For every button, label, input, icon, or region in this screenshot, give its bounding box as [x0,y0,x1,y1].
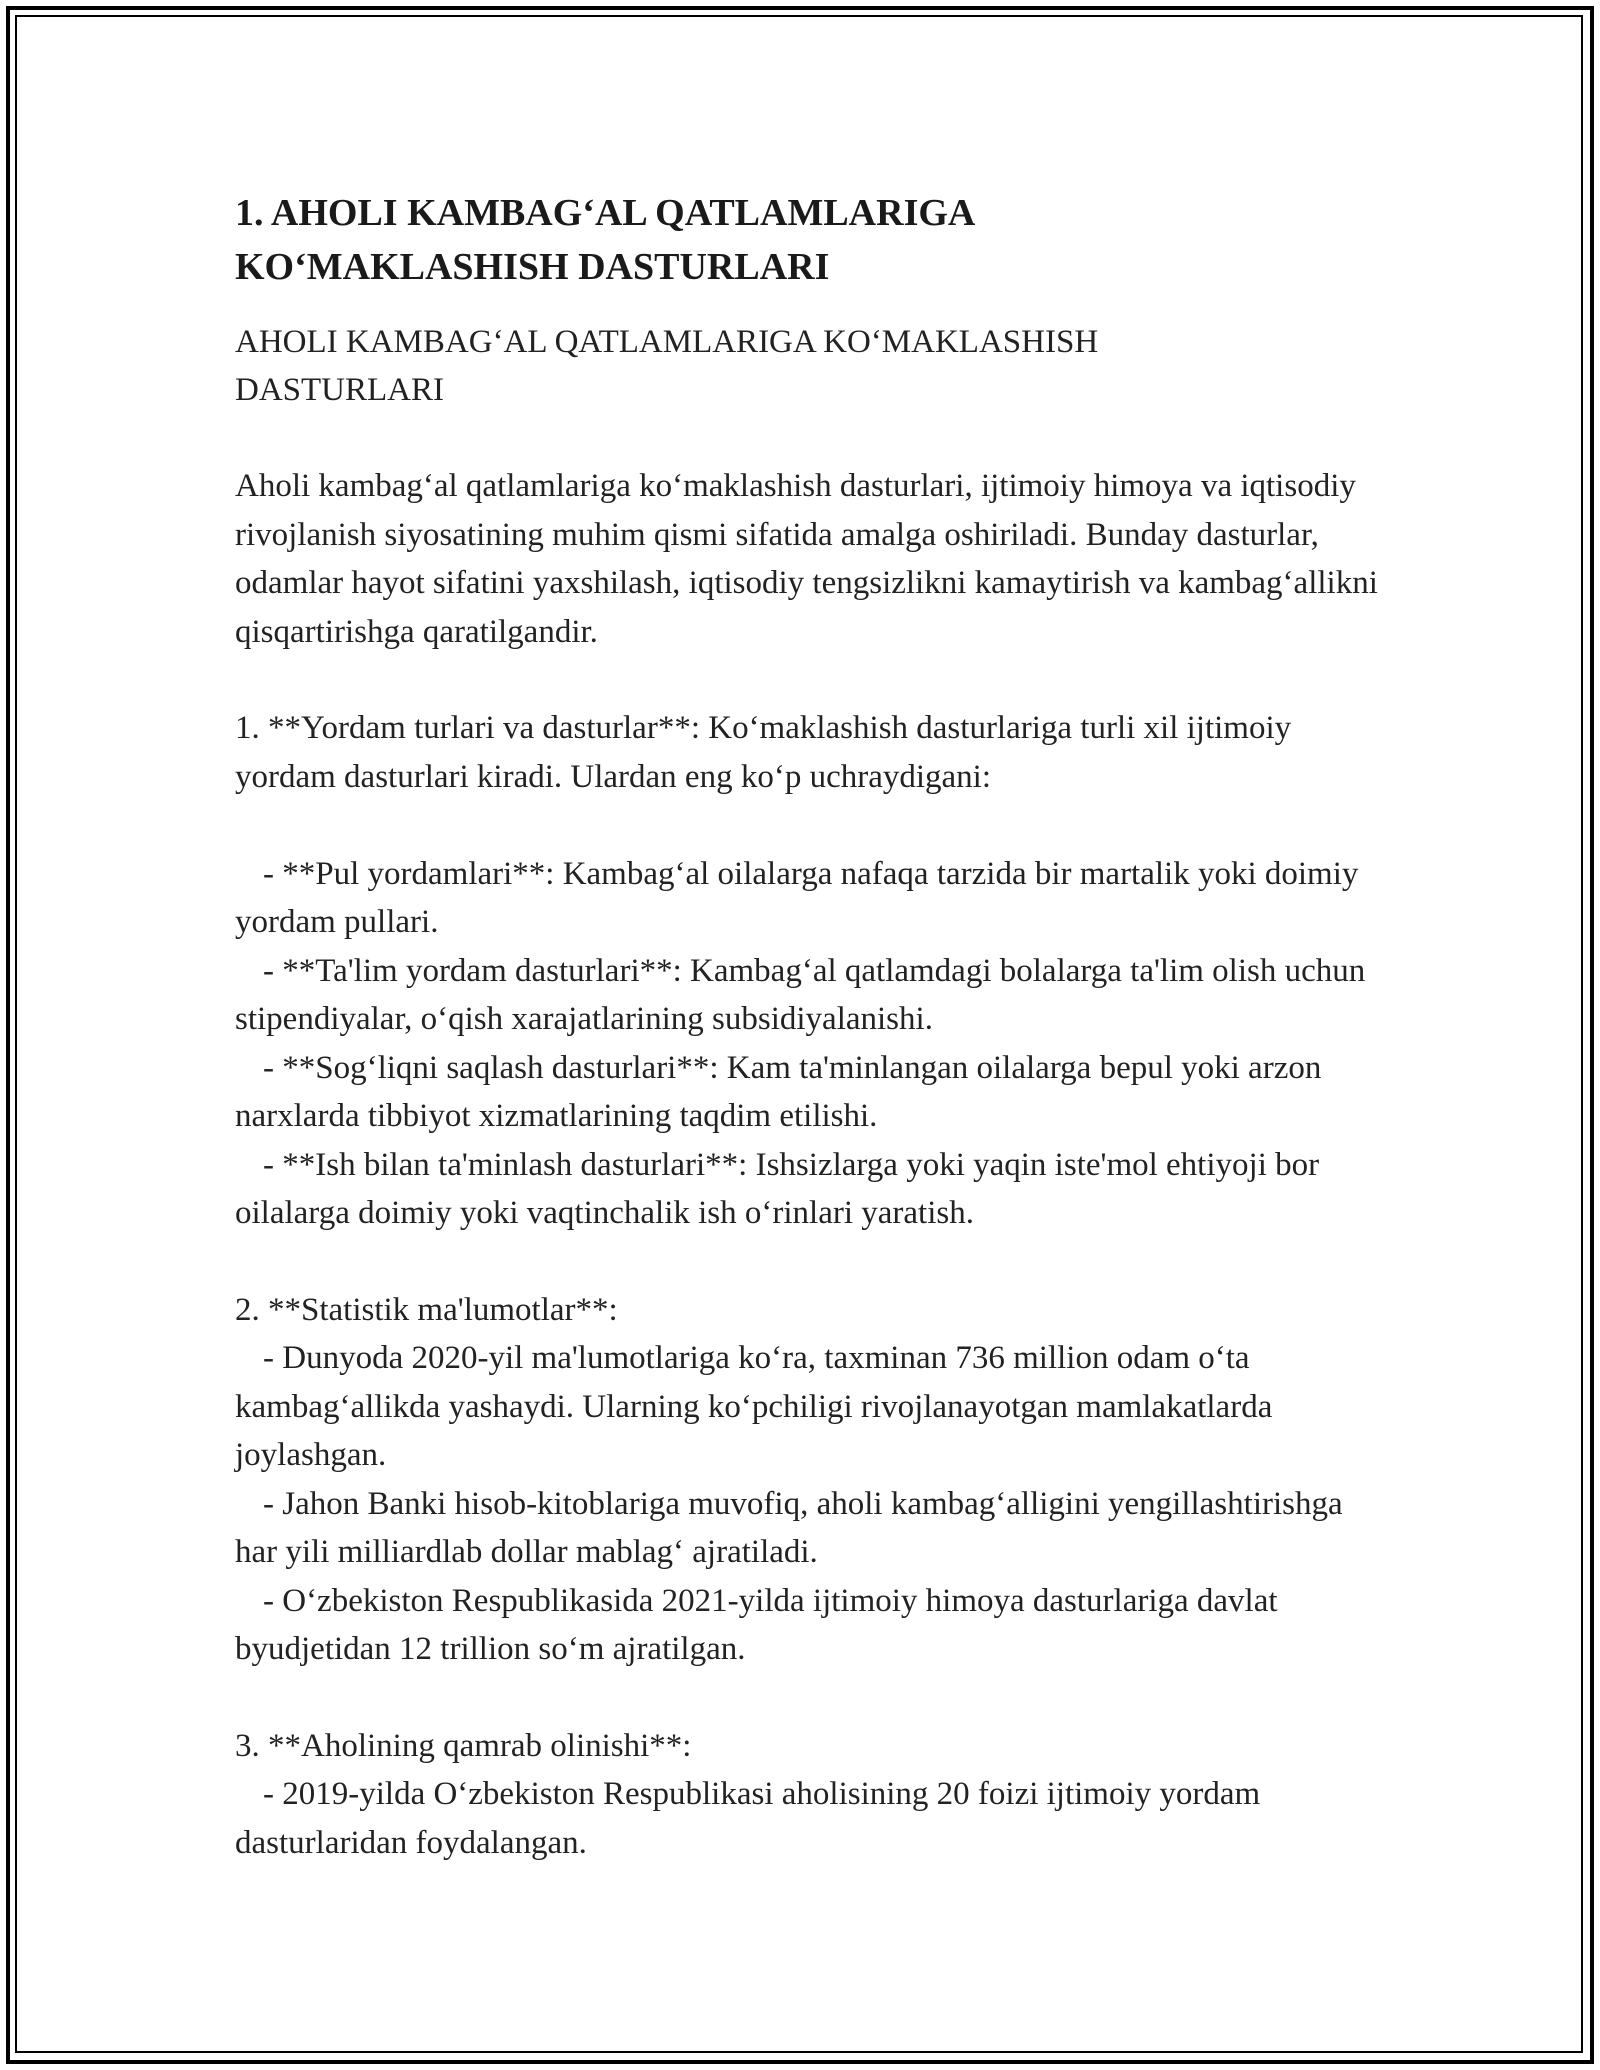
list-item-text: - **Pul yordamlari**: Kambag‘al oilalarga nafaqa tarzida bir martalik yoki doimiy yordam pullari. [235,855,1359,940]
list-item-text: - Jahon Banki hisob-kitoblariga muvofiq, aholi kambag‘alligini yengillashtirishga har yili milliardlab dollar mablag‘ ajratiladi. [235,1485,1343,1570]
document-subtitle: AHOLI KAMBAG‘AL QATLAMLARIGA KO‘MAKLASHISH DASTURLARI [235,324,1099,408]
list-item-text: - **Ish bilan ta'minlash dasturlari**: Ishsizlarga yoki yaqin iste'mol ehtiyoji bor oilalarga doimiy yoki vaqtinchalik ish o‘rinlari yaratish. [235,1146,1320,1231]
list-item-text: - O‘zbekiston Respublikasida 2021-yilda ijtimoiy himoya dasturlariga davlat byudjetidan 12 trillion so‘m ajratilgan. [235,1582,1278,1667]
list-item [235,850,1385,947]
list-item [235,1044,1385,1141]
list-item-text: - 2019-yilda O‘zbekiston Respublikasi aholisining 20 foizi ijtimoiy yordam dasturlaridan foydalangan. [235,1776,1261,1861]
list-item-text: - **Sog‘liqni saqlash dasturlari**: Kam ta'minlangan oilalarga bepul yoki arzon narxlarda tibbiyot xizmatlarining taqdim etilishi. [235,1049,1322,1134]
intro-paragraph: Aholi kambag‘al qatlamlariga ko‘maklashish dasturlari, ijtimoiy himoya va iqtisodiy rivojlanish siyosatining muhim qismi sifatida amalga oshiriladi. Bunday dasturlar, odamlar hayot sifatini yaxshilash, iqtisodiy tengsizlikni kamaytirish va kambag‘allikni qisqartirishga qaratilgandir. [235,468,1378,650]
section-heading: 1. **Yordam turlari va dasturlar**: Ko‘maklashish dasturlariga turli xil ijtimoiy yordam dasturlari kiradi. Ulardan eng ko‘p uchraydigani: [235,710,1292,795]
section-heading: 2. **Statistik ma'lumotlar**: [235,1291,618,1328]
list-item [235,1480,1385,1577]
list-item [235,1334,1385,1480]
document-body [235,186,1385,1867]
list-item [235,1577,1385,1674]
list-item [235,1770,1385,1867]
document-title: 1. AHOLI KAMBAG‘AL QATLAMLARIGA KO‘MAKLASHISH DASTURLARI [235,192,974,288]
list-item-text: - Dunyoda 2020-yil ma'lumotlariga ko‘ra, taxminan 736 million odam o‘ta kambag‘allikda yashaydi. Ularning ko‘pchiligi rivojlanayotgan mamlakatlarda joylashgan. [235,1340,1273,1473]
list-item [235,947,1385,1044]
list-item [235,1141,1385,1238]
section-heading: 3. **Aholining qamrab olinishi**: [235,1727,692,1764]
list-item-text: - **Ta'lim yordam dasturlari**: Kambag‘al qatlamdagi bolalarga ta'lim olish uchun stipendiyalar, o‘qish xarajatlarining subsidiyalanishi. [235,952,1366,1037]
spacer [235,801,1385,850]
